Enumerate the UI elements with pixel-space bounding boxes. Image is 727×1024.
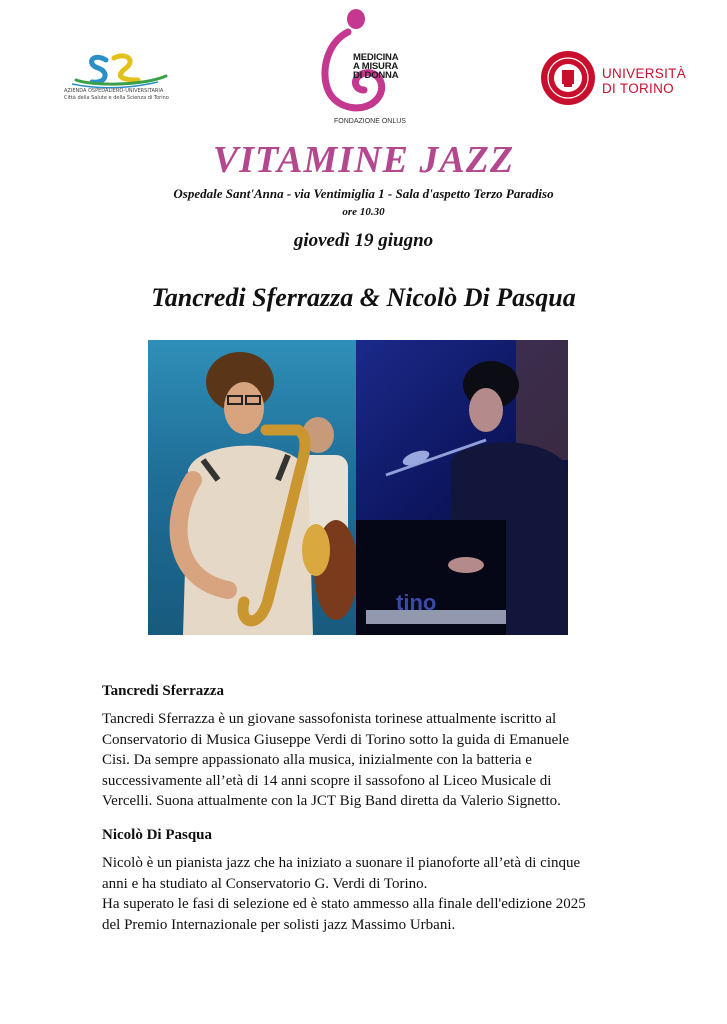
center-logo-line-3: DI DONNA xyxy=(353,70,399,81)
bio-line: Nicolò è un pianista jazz che ha iniziato a suonare il pianoforte all’età di cinque xyxy=(102,855,581,871)
pianist-illustration xyxy=(356,340,568,635)
bio-heading-tancredi: Tancredi Sferrazza xyxy=(102,683,225,699)
bio-line: successivamente all’età di 14 anni scopre il sassofono al Liceo Musicale di xyxy=(102,772,552,789)
university-seal-icon xyxy=(540,50,596,106)
event-venue: Ospedale Sant'Anna - via Ventimiglia 1 - Sala d'aspetto Terzo Paradiso xyxy=(173,186,554,201)
event-title: VITAMINE JAZZ xyxy=(212,139,515,181)
bio-line: Vercelli. Suona attualmente con la JCT Big Band diretta da Valerio Signetto. xyxy=(102,793,561,809)
saxophone-player-illustration xyxy=(148,340,356,635)
pianist-photo xyxy=(356,340,568,635)
universita-di-torino-logo xyxy=(540,50,687,110)
center-logo-line-2: A MISURA xyxy=(353,61,399,72)
university-line-2: DI TORINO xyxy=(602,81,674,96)
foundation-label: FONDAZIONE ONLUS xyxy=(334,118,406,125)
medicina-a-misura-di-donna-logo xyxy=(318,6,414,130)
bio-line: Conservatorio di Musica Giuseppe Verdi di Torino sotto la guida di Emanuele xyxy=(102,731,570,748)
bio-line: anni e ha studiato al Conservatorio G. Verdi di Torino. xyxy=(102,875,428,892)
bio-line: Tancredi Sferrazza è un giovane sassofonista torinese attualmente iscritto al xyxy=(102,711,557,727)
saxophone-player-photo xyxy=(148,340,356,635)
event-performers: Tancredi Sferrazza & Nicolò Di Pasqua xyxy=(151,283,576,312)
bio-line: Ha superato le fasi di selezione ed è stato ammesso alla finale dell'edizione 2025 xyxy=(102,896,586,912)
bio-text-tancredi xyxy=(102,709,627,812)
event-date: giovedì 19 giugno xyxy=(293,230,434,251)
event-time: ore 10.30 xyxy=(342,206,385,218)
aou-logo-mark xyxy=(62,50,180,90)
center-logo-text xyxy=(353,53,398,80)
bio-line: del Premio Internazionale per solisti jazz Massimo Urbani. xyxy=(102,916,456,933)
bio-line: Cisi. Da sempre appassionato alla musica, inizialmente con la batteria e xyxy=(102,752,532,768)
aou-logo-line-2: Città della Salute e della Scienza di Torino xyxy=(64,95,169,101)
bio-text-nicolo xyxy=(102,853,627,935)
university-name xyxy=(602,66,686,96)
piano-brand-text: tino xyxy=(396,590,437,615)
aou-logo-line-1: AZIENDA OSPEDALIERO-UNIVERSITARIA xyxy=(64,88,164,94)
university-line-1: UNIVERSITÀ xyxy=(602,66,687,81)
bio-heading-nicolo: Nicolò Di Pasqua xyxy=(102,827,213,843)
aou-logo xyxy=(62,50,180,110)
center-logo-line-1: MEDICINA xyxy=(353,52,399,63)
performers-photo xyxy=(148,340,568,635)
